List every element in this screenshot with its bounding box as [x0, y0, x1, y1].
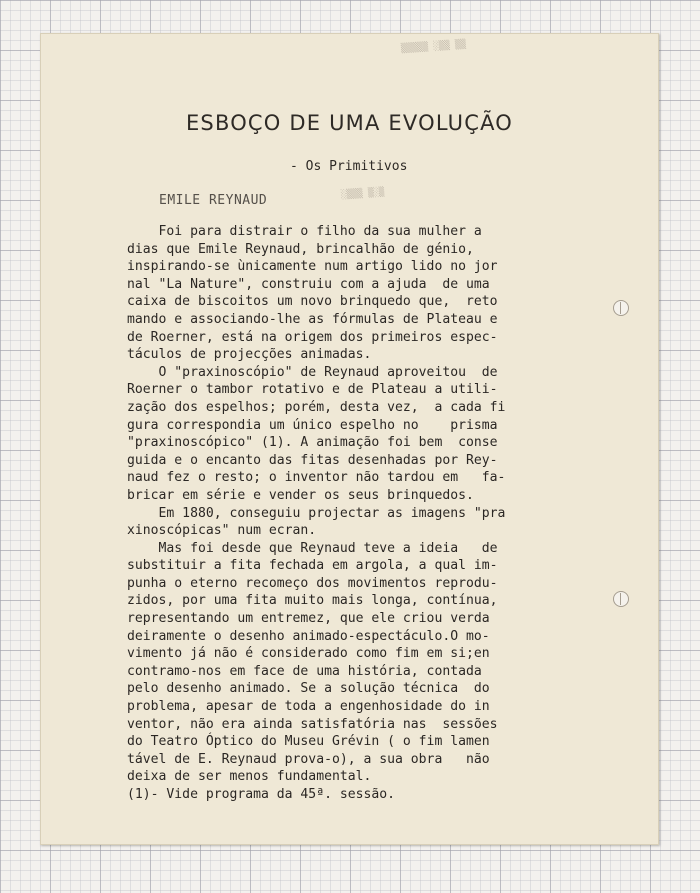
text-line: xinoscópicas" num ecran. [127, 523, 317, 539]
text-line: gura correspondia um único espelho no prisma [127, 417, 498, 433]
text-line: Foi para distrair o filho da sua mulher a [127, 224, 482, 239]
text-line: deiramente o desenho animado-espectáculo.O mo- [127, 628, 490, 644]
text-line: problema, apesar de toda a engenhosidade do in [127, 699, 490, 715]
text-line: bricar em série e vender os seus brinquedos. [127, 487, 474, 503]
text-line: Em 1880, conseguiu projectar as imagens "pra [127, 505, 506, 521]
text-line: zação dos espelhos; porém, desta vez, a cada fi [127, 399, 506, 415]
section-heading: - Os Primitivos [290, 159, 408, 174]
punch-hole-icon [613, 300, 629, 316]
author-name: EMILE REYNAUD [159, 193, 268, 208]
text-line: de Roerner, está na origem dos primeiros espec- [127, 329, 498, 345]
text-line: naud fez o resto; o inventor não tardou em fa- [127, 470, 506, 486]
text-line: ventor, não era ainda satisfatória nas sessões [127, 716, 498, 732]
text-line: representando um entremez, que ele criou verda [127, 611, 490, 627]
text-line: inspirando-se ùnicamente num artigo lido no jor [127, 259, 498, 275]
text-line: punha o eterno recomeço dos movimentos reprodu- [127, 575, 498, 591]
document-title: ESBOÇO DE UMA EVOLUÇÃO [185, 111, 514, 135]
text-line: nal "La Nature", construiu com a ajuda de uma [127, 276, 490, 292]
text-line: dias que Emile Reynaud, brincalhão de génio, [127, 241, 474, 257]
text-line: Mas foi desde que Reynaud teve a ideia de [127, 540, 498, 556]
text-line: tável de E. Reynaud prova-o), a sua obra não [127, 751, 490, 767]
text-line: Roerner o tambor rotativo e de Plateau a utili- [127, 382, 498, 398]
punch-hole-icon [613, 591, 629, 607]
text-line: guida e o encanto das fitas desenhadas por Rey- [127, 452, 498, 468]
text-line: O "praxinoscópio" de Reynaud aproveitou de [127, 364, 498, 380]
text-line: (1)- Vide programa da 45ª. sessão. [127, 787, 396, 802]
ink-stamp: ▒▒▒▒▒ ░▒▒ ▒▒ [400, 39, 467, 55]
text-line: caixa de biscoitos um novo brinquedo que, reto [127, 294, 498, 310]
text-line: "praxinoscópico" (1). A animação foi bem conse [127, 435, 498, 451]
text-line: táculos de projecções animadas. [127, 347, 372, 363]
text-line: substituir a fita fechada em argola, a qual im- [127, 558, 498, 574]
text-line: deixa de ser menos fundamental. [127, 769, 372, 785]
document-page [40, 33, 659, 845]
text-line: mando e associando-lhe as fórmulas de Plateau e [127, 311, 498, 327]
text-line: do Teatro Óptico do Museu Grévin ( o fim lamen [127, 734, 490, 750]
text-line: zidos, por uma fita muito mais longa, contínua, [127, 593, 498, 609]
ink-stamp: ░▒▒▒ ▒░▒ [340, 187, 385, 201]
text-line: vimento já não é considerado como fim em si;en [127, 646, 490, 662]
text-line: contramo-nos em face de uma história, contada [127, 663, 482, 679]
text-line: pelo desenho animado. Se a solução técnica do [127, 681, 490, 697]
typed-text-body [127, 223, 505, 804]
